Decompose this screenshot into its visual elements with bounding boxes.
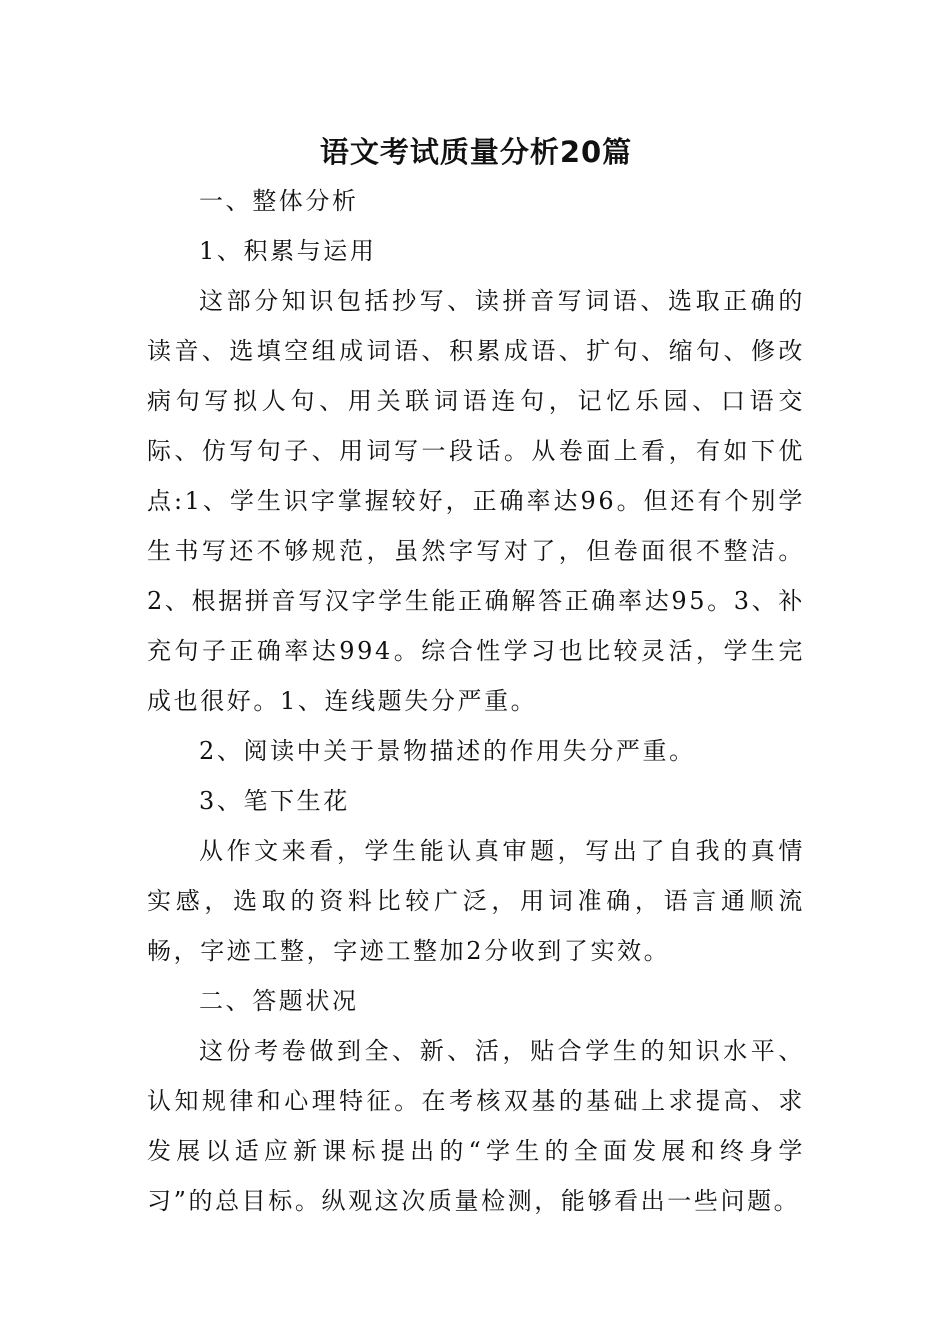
subheading-writing: 3、笔下生花 <box>199 787 350 815</box>
section-heading-answer-status: 二、答题状况 <box>199 987 359 1015</box>
paragraph-accumulation-details: 这部分知识包括抄写、读拼音写词语、选取正确的读音、选填空组成词语、积累成语、扩句、缩句、修改病句写拟人句、用关联词语连句，记忆乐园、口语交际、仿写句子、用词写一段话。从卷面上看，有如下优点:1、学生识字掌握较好，正确率达96。但还有个别学生书写还不够规范，虽然字写对了，但卷面很不整洁。2、根据拼音写汉字学生能正确解答正确率达95。3、补充句子正确率达994。综合性学习也比较灵活，学生完成也很好。1、连线题失分严重。 <box>147 287 805 715</box>
document-page <box>147 128 805 1226</box>
paragraph-reading-scenery: 2、阅读中关于景物描述的作用失分严重。 <box>199 737 696 765</box>
document-title: 语文考试质量分析20篇 <box>319 135 633 169</box>
subheading-accumulation-and-use: 1、积累与运用 <box>199 237 377 265</box>
paragraph-composition: 从作文来看，学生能认真审题，写出了自我的真情实感，选取的资料比较广泛，用词准确，语言通顺流畅，字迹工整，字迹工整加2分收到了实效。 <box>147 837 805 965</box>
section-heading-overall-analysis: 一、整体分析 <box>199 187 359 215</box>
paragraph-exam-overview: 这份考卷做到全、新、活，贴合学生的知识水平、认知规律和心理特征。在考核双基的基础上求提高、求发展以适应新课标提出的“学生的全面发展和终身学习”的总目标。纵观这次质量检测，能够看出一些问题。 <box>147 1037 805 1215</box>
